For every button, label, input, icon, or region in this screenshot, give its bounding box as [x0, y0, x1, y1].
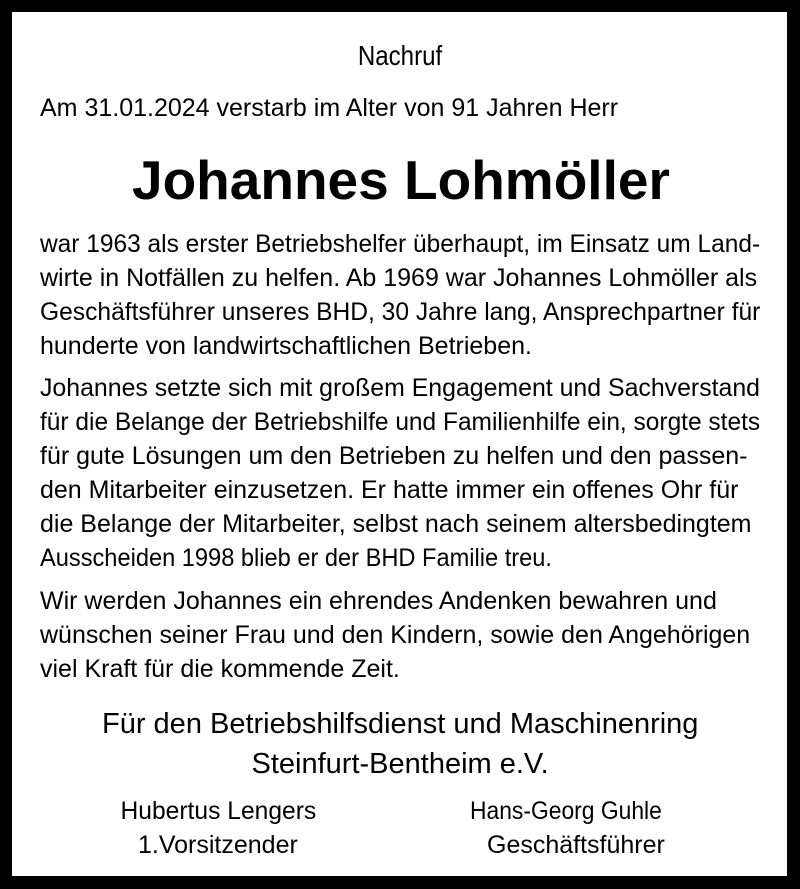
paragraph-2-line-1: Johannes setzte sich mit großem Engagement und Sachverstand [40, 374, 761, 402]
signatory-2-role: Geschäftsführer [487, 831, 665, 859]
paragraph-1-line-1: war 1963 als erster Betriebshelfer überhaupt, im Einsatz um Land- [40, 230, 761, 258]
paragraph-2-line-5: die Belange der Mitarbeiter, selbst nach seinem altersbedingtem [40, 510, 752, 538]
paragraph-1-line-4: hunderte von landwirtschaftlichen Betrieben. [40, 332, 532, 360]
signatory-1-name: Hubertus Lengers [119, 797, 316, 825]
notice-heading: Nachruf [357, 40, 443, 71]
deceased-name: Johannes Lohmöller [132, 149, 670, 211]
paragraph-3-line-3: viel Kraft für die kommende Zeit. [40, 655, 400, 683]
signatory-1-role: 1.Vorsitzender [138, 831, 298, 859]
paragraph-2-line-3: für gute Lösungen um den Betrieben zu helfen und den passen- [40, 442, 748, 470]
paragraph-1-line-2: wirte in Notfällen zu helfen. Ab 1969 war Johannes Lohmöller als [40, 264, 758, 292]
paragraph-1-line-3: Geschäftsführer unseres BHD, 30 Jahre lang, Ansprechpartner für [40, 298, 761, 326]
paragraph-2-line-4: den Mitarbeiter einzusetzen. Er hatte immer ein offenes Ohr für [40, 476, 739, 504]
organization-line-1: Für den Betriebshilfsdienst und Maschinenring [102, 708, 699, 740]
paragraph-3-line-1: Wir werden Johannes ein ehrendes Andenken bewahren und [40, 587, 717, 615]
organization-line-2: Steinfurt-Bentheim e.V. [251, 748, 549, 780]
signatory-2-name: Hans-Georg Guhle [469, 797, 662, 825]
paragraph-2-line-2: für die Belange der Betriebshilfe und Familienhilfe ein, sorgte stets [40, 408, 761, 436]
notice-lead-line: Am 31.01.2024 verstarb im Alter von 91 Jahren Herr [40, 94, 619, 122]
paragraph-2-line-6: Ausscheiden 1998 blieb er der BHD Familie treu. [40, 544, 552, 572]
paragraph-3-line-2: wünschen seiner Frau und den Kindern, sowie den Angehörigen [40, 621, 751, 649]
